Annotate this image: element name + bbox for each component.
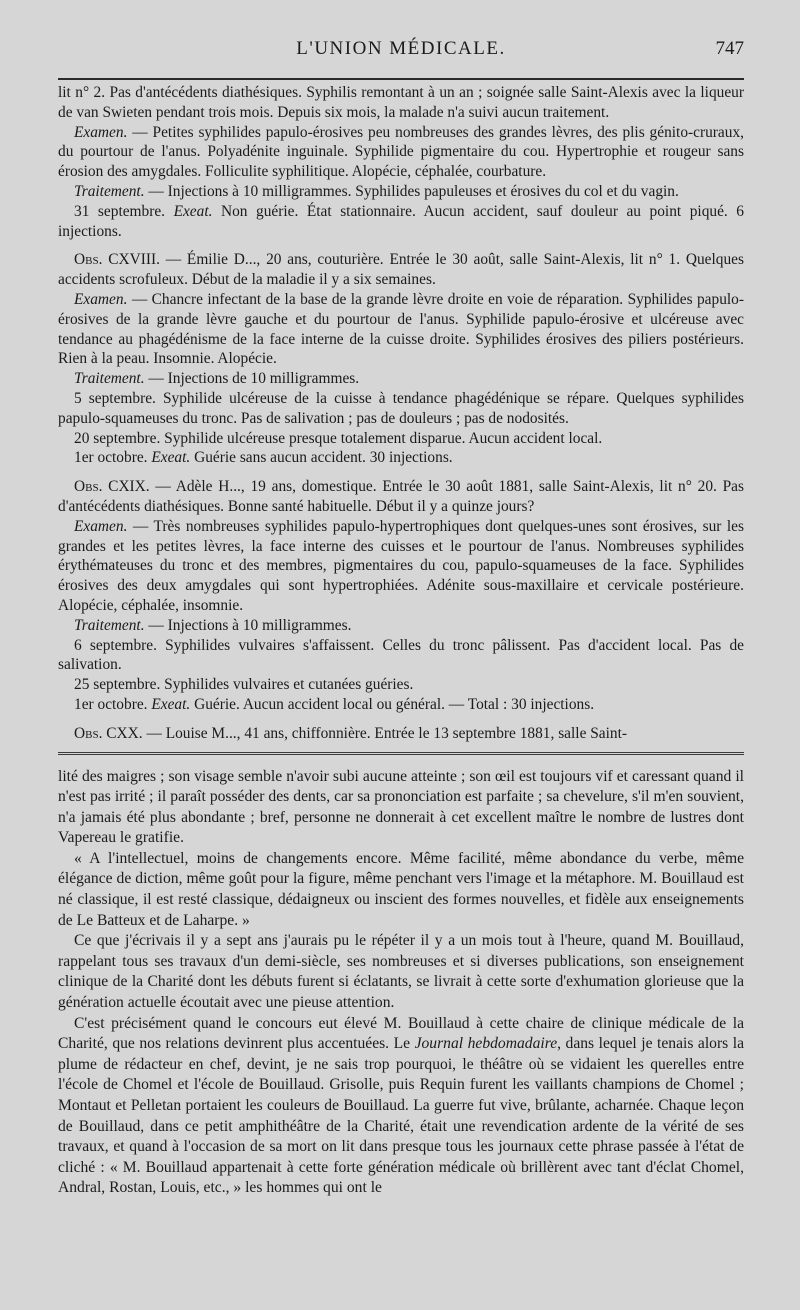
paragraph: Traitement. — Injections à 10 milligrammes. — [74, 616, 352, 634]
running-header — [58, 0, 744, 78]
observation-118: Obs. CXVIII. — Émilie D..., 20 ans, couturière. Entrée le 30 août, salle Saint-Alexis, lit n° 1. Quelques accidents scrofuleux. Début de la maladie il y a six semaines. — [58, 251, 744, 289]
paragraph: Traitement. — Injections à 10 milligrammes. Syphilides papuleuses et érosives du col et du vagin. — [74, 182, 679, 200]
section-separator — [58, 752, 744, 755]
paragraph: 25 septembre. Syphilides vulvaires et cutanées guéries. — [74, 676, 414, 694]
paragraph: Examen. — Très nombreuses syphilides papulo-hypertrophiques dont quelques-unes sont érosives, sur les grandes et les petites lèvres, la face interne des cuisses et le pourtour de l'anus. Nombreuses syphilides érythémateuses du tronc et des membres, pigmentaires du cou, papulo-squameuses de la face. Syphilides érosives des deux amygdales qui sont hypertrophiées. Adénite sous-maxillaire et cervicale postérieure. Alopécie, céphalée, insomnie. — [58, 517, 744, 614]
paragraph: C'est précisément quand le concours eut élevé M. Bouillaud à cette chaire de clinique médicale de la Charité, que nos relations devinrent plus accentuées. Le Journal hebdomadaire, dans lequel je tenais alors la plume de rédacteur en chef, devint, je ne sais trop pourquoi, le théâtre où se vidaient les querelles entre l'école de Chomel et l'école de Bouillaud. Grisolle, puis Requin furent les vaillants champions de Chomel ; Montaut et Pelletan portaient les couleurs de Bouillaud. La guerre fut vive, brûlante, acharnée. Chaque leçon de Bouillaud, dans ce petit amphithéâtre de la Charité, était une revendication ardente de la vérité de ses travaux, et quand à l'occasion de sa mort on lit dans presque tous les journaux cette phrase passée à l'état de cliché : « M. Bouillaud appartenait à cette forte génération médicale où brillèrent avec tant d'éclat Chomel, Andral, Rostan, Louis, etc., » les hommes qui ont le — [58, 1014, 745, 1197]
paragraph: 6 septembre. Syphilides vulvaires s'affaissent. Celles du tronc pâlissent. Pas d'accident local. Pas de salivation. — [58, 636, 744, 674]
feuilleton-text — [58, 767, 744, 1199]
paragraph: Examen. — Chancre infectant de la base de la grande lèvre droite en voie de réparation. Syphilides papulo-érosives de la grande lèvre gauche et du pourtour de l'anus. Syphilide papulo-érosive et ulcéreuse avec tendance au phagédénisme de la face interne de la cuisse droite. Syphilides érosives des piliers postérieurs. Rien à la peau. Insomnie. Alopécie. — [58, 290, 744, 368]
observation-119: Obs. CXIX. — Adèle H..., 19 ans, domestique. Entrée le 30 août 1881, salle Saint-Alexis, lit n° 20. Pas d'antécédents diathésiques. Bonne santé habituelle. Début il y a quinze jours? — [58, 478, 745, 515]
clinical-observations — [58, 83, 744, 744]
paragraph: 31 septembre. Exeat. Non guérie. État stationnaire. Aucun accident, sauf douleur au point piqué. 6 injections. — [58, 202, 744, 240]
paragraph: 1er octobre. Exeat. Guérie sans aucun accident. 30 injections. — [74, 449, 453, 467]
header-rule — [58, 78, 744, 80]
paragraph: 5 septembre. Syphilide ulcéreuse de la cuisse à tendance phagédénique se répare. Quelques syphilides papulo-squameuses du tronc. Pas de salivation ; pas de douleurs ; pas de nodosités. — [58, 389, 744, 427]
paragraph: 1er octobre. Exeat. Guérie. Aucun accident local ou général. — Total : 30 injections. — [74, 695, 595, 713]
paragraph: 20 septembre. Syphilide ulcéreuse presque totalement disparue. Aucun accident local. — [74, 429, 603, 447]
journal-title: L'UNION MÉDICALE. — [296, 38, 506, 59]
paragraph: « A l'intellectuel, moins de changements encore. Même facilité, même abondance du verbe, même élégance de diction, même goût pour la figure, même penchant vers l'image et la métaphore. M. Bouillaud est né classique, il est resté classique, dédaigneux ou inscient des formes nouvelles, et fidèle aux enseignements de Le Batteux et de Laharpe. » — [58, 849, 744, 929]
paragraph: lité des maigres ; son visage semble n'avoir subi aucune atteinte ; son œil est toujours vif et caressant quand il n'est pas irrité ; il paraît posséder des dents, car sa prononciation est parfaite ; sa chevelure, s'il m'en souvient, n'a jamais été plus abondante ; bref, personne ne donnerait à cet excellent maître le nombre de lustres dont Vapereau le gratifie. — [58, 767, 744, 847]
paragraph: Examen. — Petites syphilides papulo-érosives peu nombreuses des grandes lèvres, des plis génito-cruraux, du pourtour de l'anus. Polyadénite inguinale. Syphilide pigmentaire du cou. Hypertrophie et rougeur sans érosion des amygdales. Folliculite syphilitique. Alopécie, céphalée, courbature. — [58, 123, 744, 181]
paragraph: Ce que j'écrivais il y a sept ans j'aurais pu le répéter il y a un mois tout à l'heure, quand M. Bouillaud, rappelant tous ses travaux d'un demi-siècle, ses nombreuses et si diverses publications, son enseignement clinique de la Charité dont les débuts furent si éclatants, se livrait à cette sorte d'exhumation glorieuse que la génération actuelle écoutait avec une pieuse attention. — [58, 932, 744, 1012]
paragraph: lit n° 2. Pas d'antécédents diathésiques. Syphilis remontant à un an ; soignée salle Saint-Alexis avec la liqueur de van Swieten pendant trois mois. Depuis six mois, la malade n'a suivi aucun traitement. — [58, 84, 744, 121]
observation-120: Obs. CXX. — Louise M..., 41 ans, chiffonnière. Entrée le 13 septembre 1881, salle Saint- — [74, 724, 628, 742]
page-number: 747 — [715, 38, 744, 59]
paragraph: Traitement. — Injections de 10 milligrammes. — [74, 370, 360, 388]
